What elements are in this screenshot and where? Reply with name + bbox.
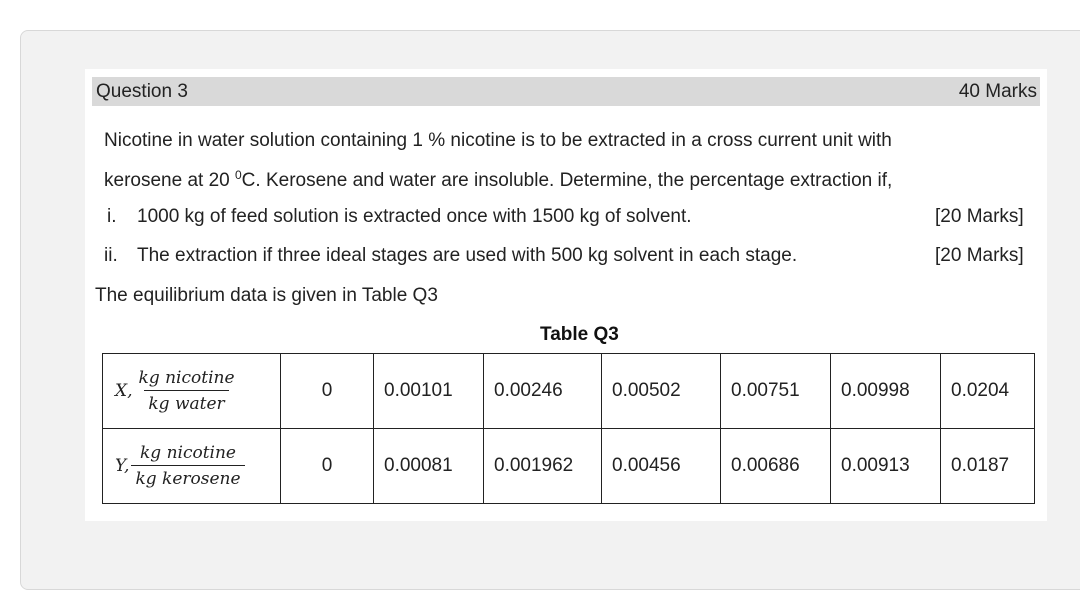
- table-cell: 0.0204: [941, 354, 1035, 429]
- item-i-text: 1000 kg of feed solution is extracted once with 1500 kg of solvent.: [137, 206, 692, 227]
- table-cell: 0.0187: [941, 429, 1035, 504]
- table-cell: 0.00101: [374, 354, 484, 429]
- intro-line-2-start: kerosene at 20: [104, 170, 235, 191]
- table-cell: 0.00456: [602, 429, 721, 504]
- intro-line-1: Nicotine in water solution containing 1 % nicotine is to be extracted in a cross current unit with: [104, 130, 892, 151]
- table-cell: 0: [281, 354, 374, 429]
- table-row-x: [103, 354, 1035, 429]
- fraction-y-denominator: kg kerosene: [131, 465, 244, 489]
- question-header-bar: [92, 77, 1040, 106]
- table-row-y: [103, 429, 1035, 504]
- row-label-y: [103, 429, 281, 504]
- row-label-x: [103, 354, 281, 429]
- equilibrium-note: The equilibrium data is given in Table Q3: [95, 285, 438, 306]
- question-marks: 40 Marks: [958, 81, 1037, 102]
- table-cell: 0: [281, 429, 374, 504]
- equilibrium-table: [102, 353, 1035, 504]
- fraction-x: [135, 368, 239, 414]
- item-i-marks: [20 Marks]: [935, 206, 1024, 227]
- table-caption: Table Q3: [540, 324, 619, 345]
- intro-line-2: [104, 168, 892, 192]
- var-y: Y,: [115, 456, 130, 476]
- table-cell: 0.00998: [831, 354, 941, 429]
- table-cell: 0.00751: [721, 354, 831, 429]
- var-x: X,: [115, 381, 133, 401]
- item-ii-number: ii.: [104, 245, 118, 266]
- table-cell: 0.001962: [484, 429, 602, 504]
- fraction-y-numerator: kg nicotine: [139, 443, 236, 463]
- table-cell: 0.00686: [721, 429, 831, 504]
- question-document: [85, 69, 1047, 521]
- intro-line-2-end: C. Kerosene and water are insoluble. Determine, the percentage extraction if,: [241, 170, 893, 191]
- fraction-x-numerator: kg nicotine: [138, 368, 235, 388]
- table-cell: 0.00913: [831, 429, 941, 504]
- fraction-y: [131, 443, 244, 489]
- table-cell: 0.00502: [602, 354, 721, 429]
- table-cell: 0.00081: [374, 429, 484, 504]
- item-i-number: i.: [107, 206, 117, 227]
- question-title: Question 3: [96, 81, 188, 102]
- content-card: [20, 30, 1080, 590]
- table-cell: 0.00246: [484, 354, 602, 429]
- item-ii-text: The extraction if three ideal stages are used with 500 kg solvent in each stage.: [137, 245, 798, 266]
- item-ii-marks: [20 Marks]: [935, 245, 1024, 266]
- fraction-x-denominator: kg water: [144, 390, 228, 414]
- degree-superscript: 0: [234, 168, 242, 182]
